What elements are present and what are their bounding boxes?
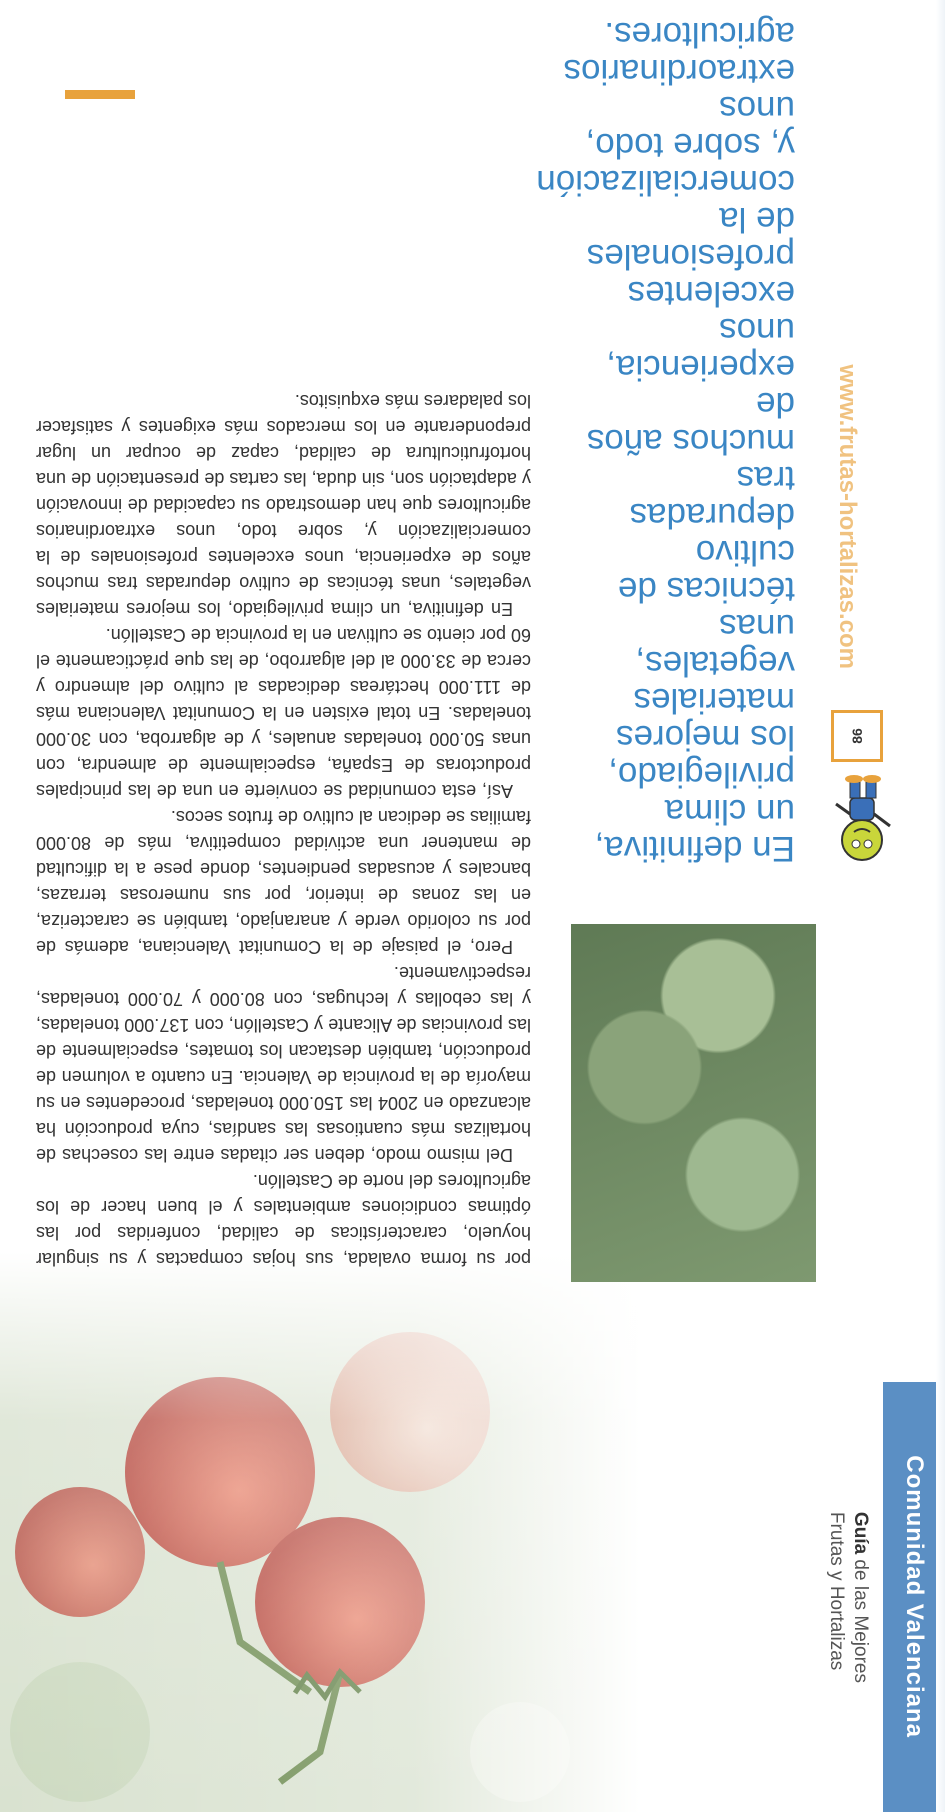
artichokes-photo (571, 924, 816, 1282)
page-number-box (831, 710, 883, 762)
quote-line: profesionales de la (586, 200, 795, 276)
guide-title-line2: Frutas y Hortalizas (826, 1511, 847, 1670)
mascot-icon (830, 774, 900, 874)
body-paragraph: Del mismo modo, deben ser citadas entre las cosechas de hortalizas más cuantiosas las sandías, cuya producción ha alcanzado en 2004 las 150.000 toneladas, procedentes en su mayoría de la provincia de Valencia. En cuanto a volumen de producción, también destacan los tomates, especialmente de las provincias de Alicante y Castellón, con 137.000 toneladas, y las cebollas y lechugas, con 80.000 y 70.000 toneladas, respectivamente. (36, 963, 531, 1165)
quote-line: un clima (664, 792, 795, 831)
quote-line: unos (719, 89, 795, 128)
quote-line: técnicas de cultivo (617, 533, 795, 609)
guide-title-rest: de las Mejores (850, 1553, 871, 1683)
body-paragraph: Así, esta comunidad se convierte en una de las principales productoras de España, especialmente de almendra, con unas 50.000 toneladas anuales, y de algarroba, con 30.000 toneladas. En total existen en la Comunitat Valenciana más de 111.000 hectáreas dedicadas al cultivo del almendro y cerca de 33.000 al del algarrobo, de las que prácticamente el 60 por ciento se cultivan en la provincia de Castellón. (36, 625, 531, 801)
guide-title (813, 1382, 883, 1812)
page-edge-shadow (936, 0, 945, 1812)
quote-line: materiales (633, 681, 795, 720)
quote-line: privilegiado, (608, 755, 795, 794)
quote-line: los mejores (616, 718, 795, 757)
body-paragraph: Pero, el paisaje de la Comunitat Valenciana, además de por su colorido verde y anaranjado, también se caracteriza, en las zonas de interior, por sus numerosas terrazas, bancales y acusadas pendientes, donde pese a la dificultad de mantener una actividad competitiva, más de 80.000 familias se dedican al cultivo de frutos secos. (36, 807, 531, 957)
quote-line: agricultores. (604, 15, 795, 54)
pull-quote (536, 15, 795, 868)
quote-line: muchos años (586, 422, 795, 461)
guide-title-bold: Guía (850, 1511, 871, 1554)
quote-line: En definitiva, (594, 829, 795, 868)
quote-line: comercialización (536, 163, 795, 202)
body-paragraph: por su forma ovalada, sus hojas compactas y su singular hoyuelo, características de calidad, conferidas por las óptimas condiciones ambientales y el buen hacer de los agricultores del norte de Castellón. (36, 1171, 531, 1269)
quote-line: y, sobre todo, (585, 126, 795, 165)
quote-line: vegetales, unas (635, 607, 795, 683)
region-label-text: Comunidad Valenciana (901, 1455, 928, 1739)
website-url (827, 322, 867, 712)
article-body (36, 92, 531, 1272)
quote-line: unos excelentes (627, 274, 795, 350)
tomato-photo (0, 1252, 640, 1812)
orange-accent-bar (65, 90, 135, 99)
website-url-text: www.frutas-hortalizas.com (834, 364, 861, 670)
quote-line: depuradas tras (629, 459, 795, 535)
page-number: 86 (849, 728, 866, 744)
body-paragraph: En definitiva, un clima privilegiado, los mejores materiales vegetales, unas técnicas de cultivo depuradas tras muchos años de experiencia, unos excelentes profesionales de la comercialización y, sobre todo, unos extraordinarios agricultores que han demostrado su capacidad de innovación y adaptación son, sin duda, las cartas de presentación de una hortofruticultura de calidad, capaz de ocupar un lugar preponderante en los mercados más exigentes y satisfacer los paladares más exquisitos. (36, 391, 531, 619)
guide-title-text (824, 1511, 872, 1682)
quote-line: extraordinarios (563, 52, 795, 91)
quote-line: de experiencia, (606, 348, 795, 424)
